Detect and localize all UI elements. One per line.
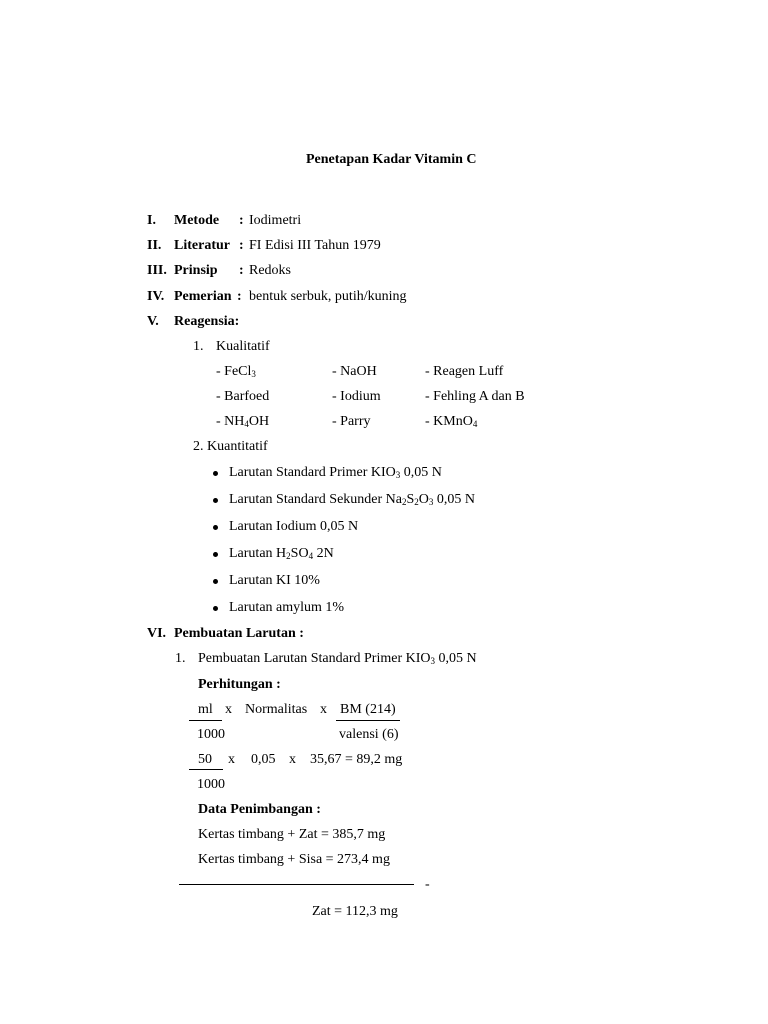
fraction-bar — [189, 769, 223, 770]
fraction-bar — [336, 720, 400, 721]
subsection-label: Kualitatif — [216, 339, 270, 354]
section-label: Reagensia: — [174, 314, 240, 329]
formula-operator: x — [225, 702, 232, 717]
formula-term: Normalitas — [245, 702, 308, 717]
section-label: Metode — [174, 213, 220, 228]
formula-result: 35,67 = 89,2 mg — [310, 752, 403, 767]
section-value: FI Edisi III Tahun 1979 — [249, 238, 381, 253]
formula-denominator: valensi (6) — [339, 727, 399, 742]
list-number: 1. — [193, 339, 204, 354]
list-item: Larutan KI 10% — [229, 573, 320, 588]
section-number: V. — [147, 314, 159, 329]
weighing-result: Zat = 112,3 mg — [312, 904, 398, 919]
subsection-label: 2. Kuantitatif — [193, 439, 268, 454]
formula-denominator: 1000 — [197, 727, 225, 742]
reagent-item: - Fehling A dan B — [425, 389, 525, 404]
reagent-item: - Iodium — [332, 389, 381, 404]
bullet-icon — [213, 606, 218, 611]
weighing-line: Kertas timbang + Sisa = 273,4 mg — [198, 852, 390, 867]
reagent-item: - Barfoed — [216, 389, 270, 404]
list-item: Larutan $H_2SO_4$ 2N — [229, 546, 334, 561]
section-value: Redoks — [249, 263, 291, 278]
formula-denominator: 1000 — [197, 777, 225, 792]
section-label: Pembuatan Larutan : — [174, 626, 304, 641]
section-colon: : — [239, 213, 244, 228]
section-number: IV. — [147, 289, 165, 304]
reagent-item: - $NH_4OH$ — [216, 414, 270, 429]
section-colon: : — [239, 238, 244, 253]
subtraction-rule — [179, 884, 414, 885]
formula-numerator: BM (214) — [340, 702, 396, 717]
list-number: 1. — [175, 651, 186, 666]
page-title: Penetapan Kadar Vitamin C — [306, 152, 477, 167]
bullet-icon — [213, 552, 218, 557]
subheading: Perhitungan : — [198, 677, 281, 692]
formula-operator: x — [289, 752, 296, 767]
list-item: Larutan Iodium 0,05 N — [229, 519, 359, 534]
section-number: II. — [147, 238, 162, 253]
list-item: Pembuatan Larutan Standard Primer $KIO_3$ 0,05 N — [198, 651, 477, 666]
list-item: Larutan Standard Primer $KIO_3$ 0,05 N — [229, 465, 442, 480]
bullet-icon — [213, 579, 218, 584]
section-number: I. — [147, 213, 156, 228]
bullet-icon — [213, 525, 218, 530]
formula-term: 0,05 — [251, 752, 276, 767]
section-colon: : — [239, 263, 244, 278]
list-item: Larutan amylum 1% — [229, 600, 345, 615]
bullet-icon — [213, 471, 218, 476]
fraction-bar — [189, 720, 222, 721]
reagent-item: - KMnO$_4$ — [425, 414, 478, 429]
section-colon: : — [237, 289, 242, 304]
minus-sign: - — [425, 877, 430, 892]
reagent-item: - Reagen Luff — [425, 364, 504, 379]
subheading: Data Penimbangan : — [198, 802, 321, 817]
section-label: Pemerian — [174, 289, 232, 304]
reagent-item: - NaOH — [332, 364, 377, 379]
formula-operator: x — [320, 702, 327, 717]
bullet-icon — [213, 498, 218, 503]
section-label: Literatur — [174, 238, 230, 253]
reagent-item: - FeCl$_3$ — [216, 364, 256, 379]
section-number: III. — [147, 263, 167, 278]
list-item: Larutan Standard Sekunder $Na_2S_2O_3$ 0,05 N — [229, 492, 476, 507]
formula-numerator: 50 — [198, 752, 212, 767]
section-value: Iodimetri — [249, 213, 302, 228]
weighing-line: Kertas timbang + Zat = 385,7 mg — [198, 827, 386, 842]
section-number: VI. — [147, 626, 167, 641]
section-label: Prinsip — [174, 263, 218, 278]
section-value: bentuk serbuk, putih/kuning — [249, 289, 407, 304]
formula-numerator: ml — [198, 702, 213, 717]
reagent-item: - Parry — [332, 414, 371, 429]
formula-operator: x — [228, 752, 235, 767]
